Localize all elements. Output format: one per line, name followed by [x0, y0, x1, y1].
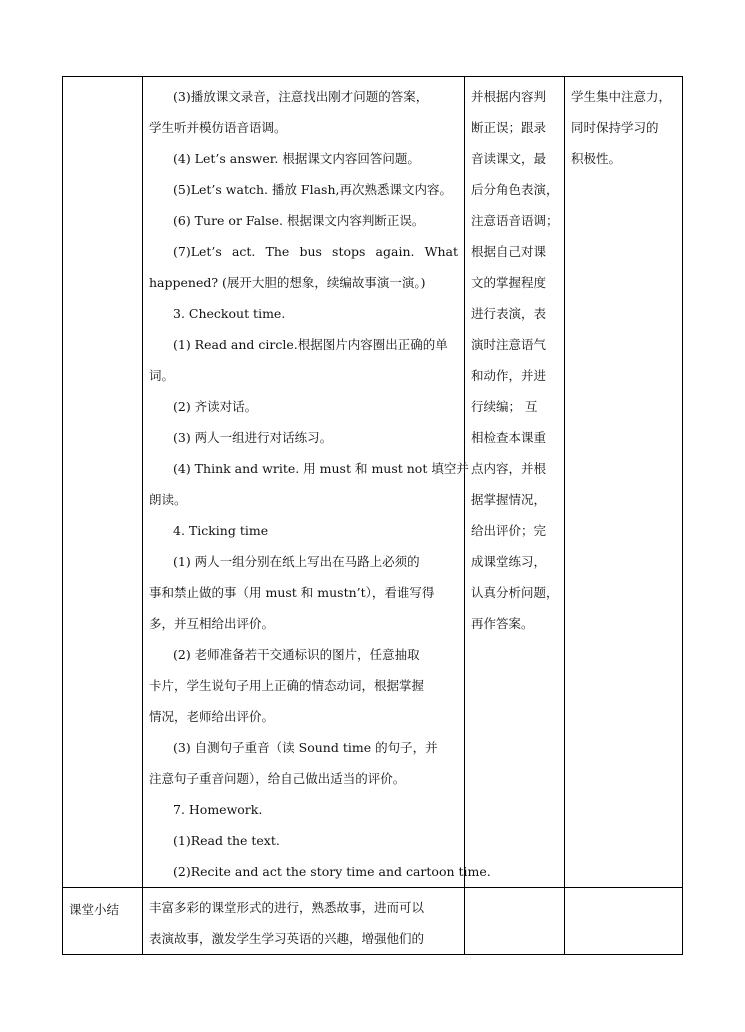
design-purpose-line: 学生集中注意力，: [571, 89, 672, 104]
summary-label: 课堂小结: [69, 902, 120, 917]
summary-line: 表演故事，激发学生学习英语的兴趣，增强他们的: [149, 931, 425, 946]
procedure-row: [63, 77, 683, 888]
procedure-line: 注意句子重音问题），给自己做出适当的评价。: [149, 771, 406, 786]
summary-row: [63, 888, 683, 955]
student-activity-line: 注意语音语调；: [471, 213, 559, 228]
student-activity-line: 音读课文，最: [471, 151, 547, 166]
summary-label-cell: [63, 888, 143, 955]
procedure-line: 多，并互相给出评价。: [149, 616, 275, 631]
procedure-line: 7. Homework.: [173, 802, 263, 817]
procedure-line: (1)Read the text.: [173, 833, 280, 848]
student-activity-line: 后分角色表演，: [471, 182, 559, 197]
student-activity-line: 相检查本课重: [471, 430, 547, 445]
summary-text-cell: [143, 888, 465, 955]
summary-student-cell: [465, 888, 565, 955]
procedure-line: 情况，老师给出评价。: [149, 709, 275, 724]
design-purpose-line: 积极性。: [571, 151, 622, 166]
procedure-line: (4) Let’s answer. 根据课文内容回答问题。: [173, 151, 420, 166]
teaching-process-cell: [143, 77, 491, 888]
student-activity-line: 断正误；跟录: [471, 120, 547, 135]
design-purpose-line: 同时保持学习的: [571, 120, 659, 135]
student-activity-line: 点内容，并根: [471, 461, 547, 476]
summary-line: 丰富多彩的课堂形式的进行，熟悉故事，进而可以: [149, 900, 425, 915]
student-activity-cell: [465, 77, 565, 888]
procedure-line: 卡片，学生说句子用上正确的情态动词，根据掌握: [149, 678, 425, 693]
student-activity-line: 根据自己对课: [471, 244, 547, 259]
student-activity-line: 进行表演，表: [471, 306, 547, 321]
procedure-line: (3) 自测句子重音（读 Sound time 的句子，并: [173, 740, 438, 755]
procedure-line: 词。: [149, 368, 175, 383]
procedure-line: (1) Read and circle.根据图片内容圈出正确的单: [173, 337, 448, 352]
student-activity-line: 据掌握情况，: [471, 492, 547, 507]
procedure-line: (1) 两人一组分别在纸上写出在马路上必须的: [173, 554, 420, 569]
student-activity-line: 成课堂练习，: [471, 554, 547, 569]
procedure-line: (2) 老师准备若干交通标识的图片，任意抽取: [173, 647, 420, 662]
procedure-line: 4. Ticking time: [173, 523, 269, 538]
procedure-line: (2)Recite and act the story time and cartoon time.: [173, 864, 491, 879]
procedure-line: 朗读。: [149, 492, 187, 507]
student-activity-line: 并根据内容判: [471, 89, 547, 104]
procedure-line: 3. Checkout time.: [173, 306, 286, 321]
procedure-line: happened? (展开大胆的想象，续编故事演一演。): [149, 275, 426, 290]
procedure-line: (7)Let’s act. The bus stops again. What: [173, 244, 458, 259]
design-purpose-cell: [565, 77, 683, 888]
student-activity-line: 行续编； 互: [471, 399, 538, 414]
student-activity-line: 给出评价；完: [471, 523, 547, 538]
student-activity-line: 认真分析问题，: [471, 585, 559, 600]
procedure-line: 学生听并模仿语音语调。: [149, 120, 287, 135]
student-activity-line: 和动作，并进: [471, 368, 547, 383]
student-activity-line: 演时注意语气: [471, 337, 547, 352]
procedure-line: (3) 两人一组进行对话练习。: [173, 430, 333, 445]
student-activity-line: 文的掌握程度: [471, 275, 547, 290]
summary-purpose-cell: [565, 888, 683, 955]
lesson-plan-table: [62, 76, 683, 955]
procedure-line: 事和禁止做的事（用 must 和 mustn’t），看谁写得: [149, 585, 435, 600]
procedure-line: (6) Ture or False. 根据课文内容判断正误。: [173, 213, 425, 228]
procedure-line: (3)播放课文录音，注意找出刚才问题的答案，: [173, 89, 429, 104]
procedure-line: (4) Think and write. 用 must 和 must not 填空并: [173, 461, 469, 476]
procedure-line: (2) 齐读对话。: [173, 399, 258, 414]
stage-cell: [63, 77, 143, 888]
procedure-line: (5)Let’s watch. 播放 Flash,再次熟悉课文内容。: [173, 182, 452, 197]
student-activity-line: 再作答案。: [471, 616, 534, 631]
